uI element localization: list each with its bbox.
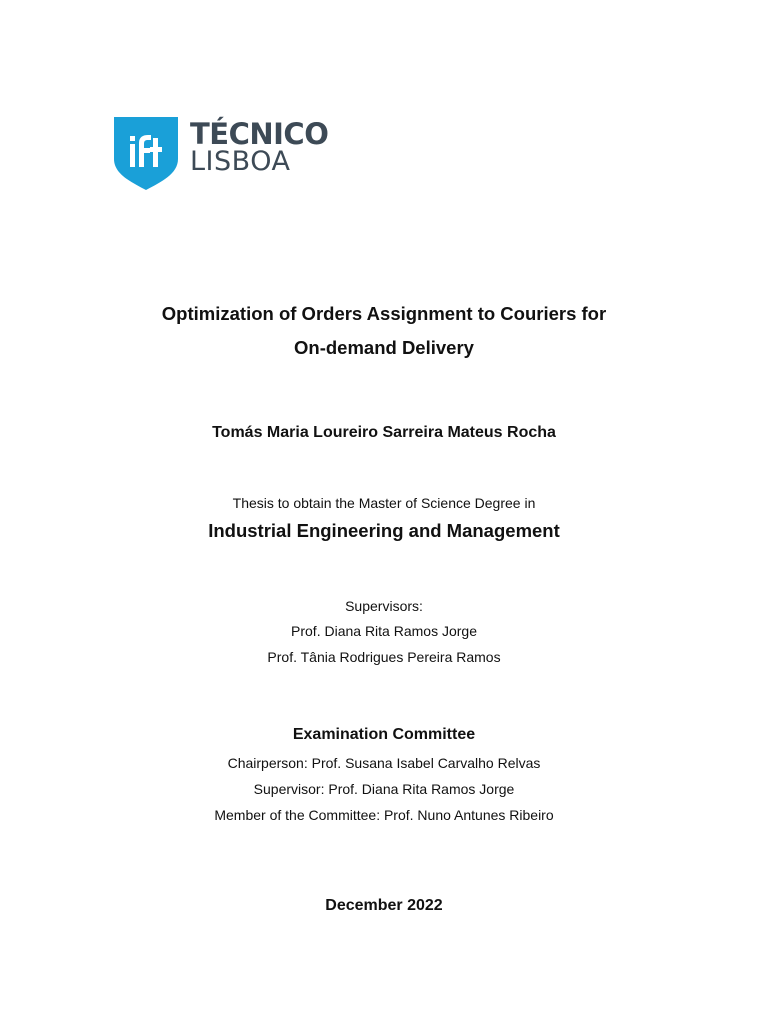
thesis-title-line-1: Optimization of Orders Assignment to Couriers for [161,303,607,324]
thesis-title-line-2: On-demand Delivery [294,337,474,358]
author-name: Tomás Maria Loureiro Sarreira Mateus Rocha [212,424,556,441]
logo-wordmark-top: TÉCNICO [190,117,329,151]
submission-date: December 2022 [325,897,443,914]
institution-logo [113,115,329,191]
committee-member: Supervisor: Prof. Diana Rita Ramos Jorge [253,781,515,797]
committee-member: Member of the Committee: Prof. Nuno Antunes Ribeiro [214,807,554,823]
supervisors-label: Supervisors: [345,598,423,614]
logo-wordmark-bottom: LISBOA [190,146,291,177]
supervisor-name: Prof. Diana Rita Ramos Jorge [291,623,477,639]
supervisor-name: Prof. Tânia Rodrigues Pereira Ramos [267,649,501,665]
degree-name: Industrial Engineering and Management [208,520,560,541]
committee-heading: Examination Committee [292,726,476,743]
degree-intro: Thesis to obtain the Master of Science Degree in [232,495,536,511]
committee-member: Chairperson: Prof. Susana Isabel Carvalho Relvas [227,755,541,771]
ist-shield-icon [113,115,179,191]
